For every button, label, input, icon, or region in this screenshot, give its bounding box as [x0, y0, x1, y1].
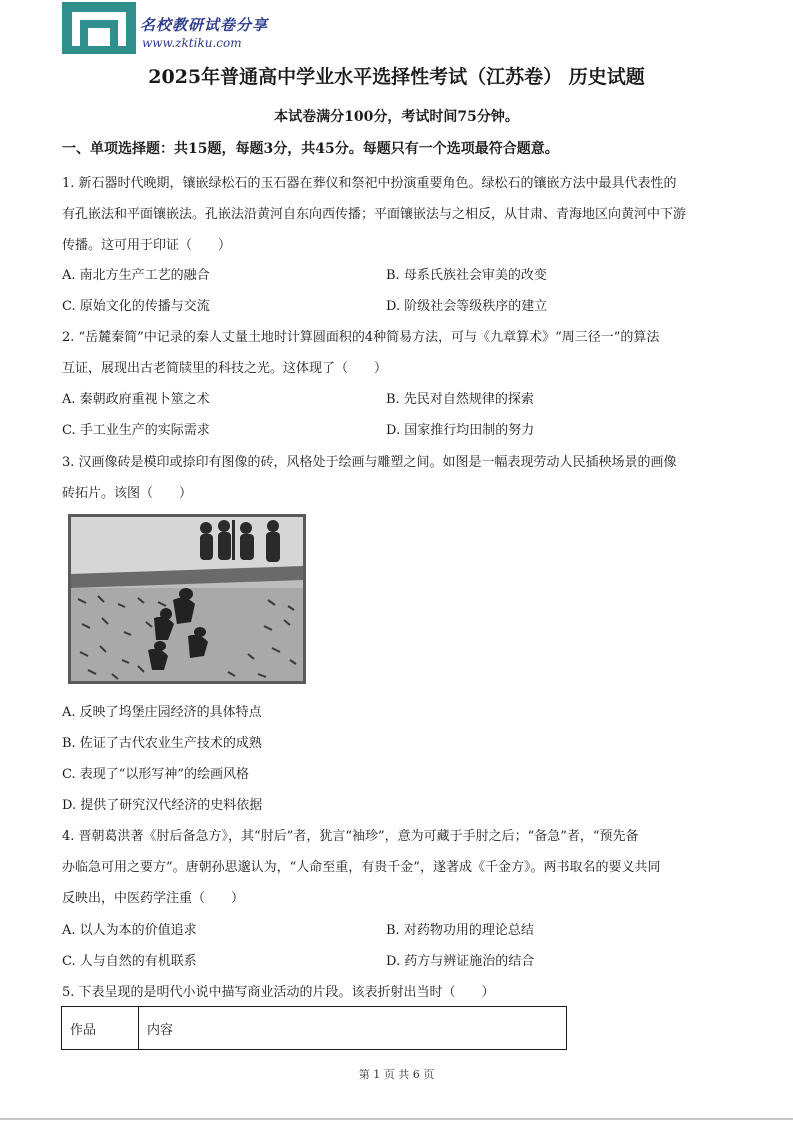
- site-logo: [62, 2, 136, 54]
- q1-option-d: D. 阶级社会等级秩序的建立: [386, 299, 548, 314]
- table-header-work: 作品: [62, 1007, 139, 1050]
- q3-line-1: 3. 汉画像砖是模印或捺印有图像的砖，风格处于绘画与雕塑之间。如图是一幅表现劳动人民插秧场景的画像: [62, 455, 677, 470]
- q3-option-a: A. 反映了坞堡庄园经济的具体特点: [62, 705, 262, 720]
- q1-line-3: 传播。这可用于印证（ ）: [62, 238, 232, 253]
- q1-option-a: A. 南北方生产工艺的融合: [62, 268, 210, 283]
- q4-option-b: B. 对药物功用的理论总结: [386, 923, 534, 938]
- logo-text: 名校教研试卷分享: [140, 16, 269, 34]
- q3-option-d: D. 提供了研究汉代经济的史料依据: [62, 798, 263, 813]
- q4-line-3: 反映出，中医药学注重（ ）: [62, 891, 245, 906]
- section-heading: 一、单项选择题：共15题，每题3分，共45分。每题只有一个选项最符合题意。: [62, 141, 559, 157]
- bottom-divider: [0, 1118, 793, 1120]
- q1-option-c: C. 原始文化的传播与交流: [62, 299, 210, 314]
- han-brick-rubbing-image: [68, 514, 306, 684]
- q4-line-2: 办临急可用之要方”。唐朝孙思邈认为，“人命至重，有贵千金”，遂著成《千金方》。两书取名的要义共同: [62, 860, 661, 875]
- q1-line-2: 有孔嵌法和平面镶嵌法。孔嵌法沿黄河自东向西传播；平面镶嵌法与之相反，从甘肃、青海地区向黄河中下游: [62, 207, 687, 222]
- q3-option-b: B. 佐证了古代农业生产技术的成熟: [62, 736, 262, 751]
- q1-line-1: 1. 新石器时代晚期，镶嵌绿松石的玉石器在葬仪和祭祀中扮演重要角色。绿松石的镶嵌方法中最具代表性的: [62, 176, 677, 191]
- q4-option-d: D. 药方与辨证施治的结合: [386, 954, 535, 969]
- page-footer: 第 1 页 共 6 页: [358, 1068, 435, 1081]
- q2-line-2: 互证，展现出古老简牍里的科技之光。这体现了（ ）: [62, 361, 388, 376]
- q2-option-a: A. 秦朝政府重视卜筮之术: [62, 392, 210, 407]
- exam-subtitle: 本试卷满分100分，考试时间75分钟。: [274, 109, 519, 125]
- q2-option-c: C. 手工业生产的实际需求: [62, 423, 210, 438]
- q2-line-1: 2. “岳麓秦简”中记录的秦人丈量土地时计算圆面积的4种简易方法，可与《九章算术》“周三径一”的算法: [62, 330, 660, 345]
- q1-option-b: B. 母系氏族社会审美的改变: [386, 268, 547, 283]
- q4-option-a: A. 以人为本的价值追求: [62, 923, 197, 938]
- q4-line-1: 4. 晋朝葛洪著《肘后备急方》，其“肘后”者，犹言“袖珍”，意为可藏于手肘之后；“备急”者，“预先备: [62, 829, 639, 844]
- table-row: [62, 1007, 567, 1050]
- q3-option-c: C. 表现了“以形写神”的绘画风格: [62, 767, 250, 782]
- q2-option-d: D. 国家推行均田制的努力: [386, 423, 535, 438]
- q3-line-2: 砖拓片。该图（ ）: [62, 486, 193, 501]
- table-header-content: 内容: [139, 1007, 567, 1050]
- exam-title: 2025年普通高中学业水平选择性考试（江苏卷） 历史试题: [148, 66, 645, 88]
- q5-line-1: 5. 下表呈现的是明代小说中描写商业活动的片段。该表折射出当时（ ）: [62, 985, 495, 1000]
- q5-table: [61, 1006, 567, 1050]
- logo-url: www.zktiku.com: [142, 36, 242, 50]
- q4-option-c: C. 人与自然的有机联系: [62, 954, 197, 969]
- q2-option-b: B. 先民对自然规律的探索: [386, 392, 534, 407]
